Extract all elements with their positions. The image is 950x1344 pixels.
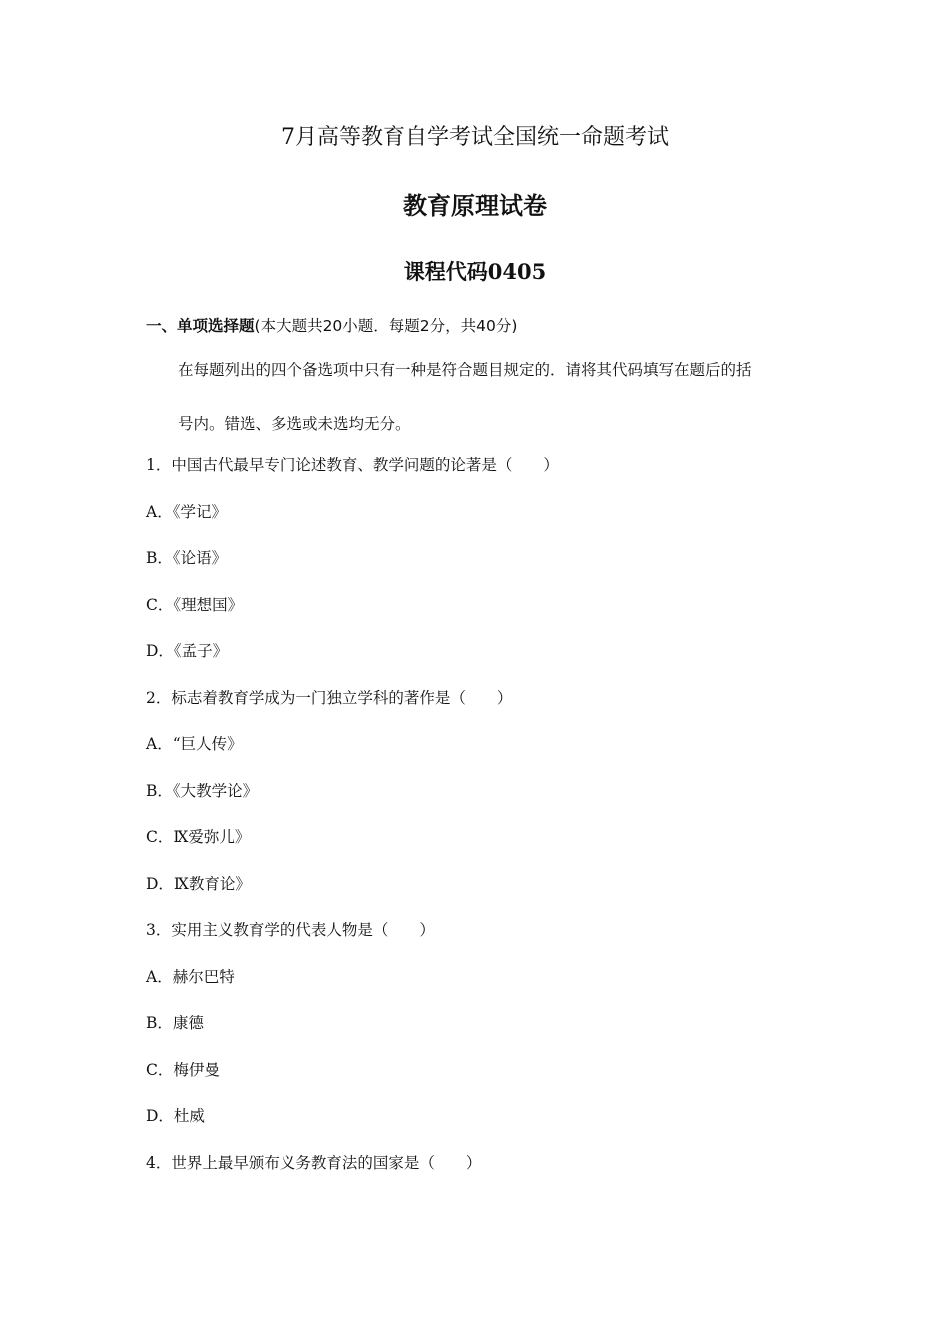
question-3-option-a: A．赫尔巴特 — [146, 967, 235, 986]
question-3-stem: 3．实用主义教育学的代表人物是（ ） — [146, 921, 435, 939]
question-2-option-d: D．Ⅸ教育论》 — [146, 874, 251, 893]
question-3-option-b: B．康德 — [146, 1014, 204, 1032]
question-1-option-d: D．《孟子》 — [146, 642, 229, 660]
section-heading-lead: 一、单项选择题 — [146, 317, 255, 335]
question-2-option-a: A．“巨人传》 — [146, 735, 243, 753]
question-1-option-c: C．《理想国》 — [146, 595, 244, 614]
paper-title: 教育原理试卷 — [403, 191, 547, 220]
question-2-option-c: C．Ⅸ爱弥儿》 — [146, 828, 251, 846]
section-instruction-line-1: 在每题列出的四个备选项中只有一种是符合题目规定的．请将其代码填写在题后的括 — [178, 361, 752, 379]
question-list — [146, 454, 846, 1198]
section-instruction-line-2: 号内。错选、多选或未选均无分。 — [178, 415, 411, 433]
section-heading — [146, 314, 517, 336]
question-2-option-b: B．《大教学论》 — [146, 781, 259, 800]
question-1-option-a: A．《学记》 — [146, 502, 227, 521]
question-1-option-b: B．《论语》 — [146, 549, 228, 567]
question-1-stem: 1．中国古代最早专门论述教育、教学问题的论著是（ ） — [146, 456, 559, 474]
section-heading-detail: (本大题共20小题．每题2分，共40分) — [254, 317, 518, 335]
question-3-option-c: C．梅伊曼 — [146, 1060, 220, 1079]
question-3-option-d: D．杜威 — [146, 1107, 205, 1125]
course-code: 课程代码0405 — [403, 259, 547, 284]
exam-header-title: 7月高等教育自学考试全国统一命题考试 — [281, 125, 669, 150]
question-2-stem: 2．标志着教育学成为一门独立学科的著作是（ ） — [146, 688, 513, 707]
question-4-stem: 4．世界上最早颁布义务教育法的国家是（ ） — [146, 1153, 482, 1172]
